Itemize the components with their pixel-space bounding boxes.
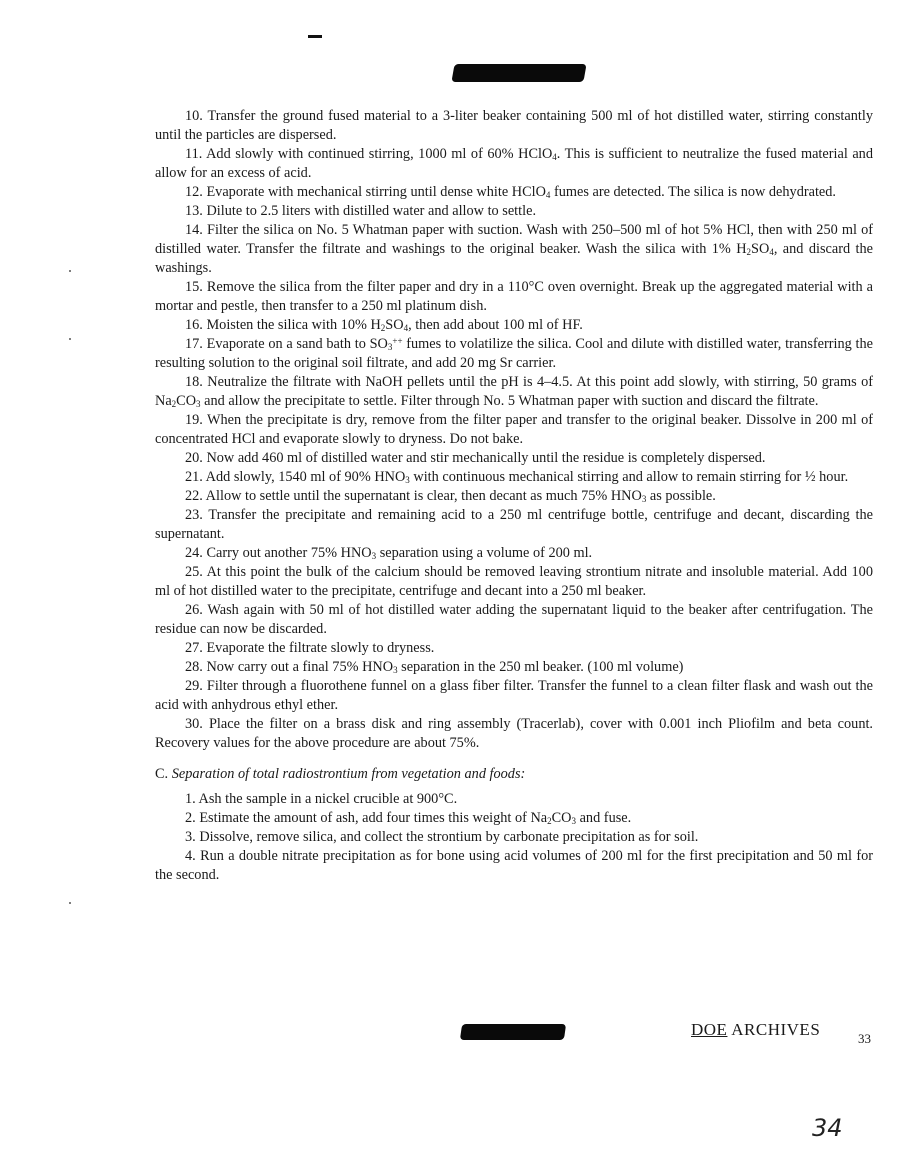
procedure-step	[155, 563, 873, 601]
stray-mark	[308, 35, 322, 38]
step-text: . This is sufficient to neutralize the fused material and allow for an excess of acid.	[155, 146, 873, 181]
step-text: Add slowly with continued stirring, 1000 ml of 60% HClO	[206, 146, 553, 162]
archive-stamp-label: ARCHIVES	[727, 1020, 821, 1039]
step-number: 10.	[185, 108, 203, 124]
step-text: Filter through a fluorothene funnel on a glass fiber filter. Transfer the funnel to a clean filter flask and wash out the acid with anhydrous ethyl ether.	[155, 678, 873, 713]
step-text: and allow the precipitate to settle. Filter through No. 5 Whatman paper with suction and discard the filtrate.	[200, 393, 819, 409]
procedure-step	[155, 202, 873, 221]
step-number: 28.	[185, 659, 203, 675]
procedure-step	[155, 145, 873, 183]
procedure-step	[155, 411, 873, 449]
step-text: Allow to settle until the supernatant is clear, then decant as much 75% HNO	[205, 488, 642, 504]
procedure-step	[155, 677, 873, 715]
subscript: 3	[371, 551, 377, 561]
subscript: 4	[769, 247, 774, 257]
step-text: SO	[751, 241, 770, 257]
page-number: 33	[858, 1031, 871, 1046]
step-text: Now add 460 ml of distilled water and stir mechanically until the residue is completely dispersed.	[206, 450, 766, 466]
procedure-step	[155, 468, 873, 487]
procedure-step	[155, 335, 873, 373]
step-text: Run a double nitrate precipitation as for bone using acid volumes of 200 ml for the first precipitation and 50 ml for the second.	[155, 848, 873, 883]
procedure-step	[155, 790, 873, 809]
step-number: 24.	[185, 545, 203, 561]
step-number: 16.	[185, 317, 203, 333]
step-text: Filter the silica on No. 5 Whatman paper with suction. Wash with 250–500 ml of hot 5% HCl, then with 250 ml of distilled water. Transfer the filtrate and washings to the original beaker. Wash the silica with 1% H	[155, 222, 873, 257]
step-text: Neutralize the filtrate with NaOH pellets until the pH is 4–4.5. At this point add slowly, with stirring, 50 grams of Na	[155, 374, 873, 409]
procedure-step	[155, 847, 873, 885]
step-text: Estimate the amount of ash, add four times this weight of Na	[199, 810, 548, 826]
step-number: 22.	[185, 488, 203, 504]
step-number: 26.	[185, 602, 203, 618]
archive-stamp-doe: DOE	[691, 1020, 728, 1039]
procedure-step	[155, 639, 873, 658]
step-number: 18.	[185, 374, 203, 390]
step-text: with continuous mechanical stirring and allow to remain stirring for ½ hour.	[409, 469, 849, 485]
step-number: 20.	[185, 450, 203, 466]
superscript: ++	[392, 336, 403, 346]
procedure-text	[155, 107, 873, 885]
procedure-step	[155, 544, 873, 563]
step-number: 2.	[185, 810, 196, 826]
procedure-step	[155, 316, 873, 335]
subscript: 4	[403, 323, 409, 333]
step-text: At this point the bulk of the calcium should be removed leaving strontium nitrate and insoluble material. Add 100 ml of hot distilled water to the precipitate, centrifuge and decant into a 250 ml beaker.	[155, 564, 873, 599]
step-text: Wash again with 50 ml of hot distilled water adding the supernatant liquid to the beaker after centrifugation. The residue can now be discarded.	[155, 602, 873, 637]
procedure-step	[155, 715, 873, 753]
procedure-step	[155, 183, 873, 202]
step-text: Ash the sample in a nickel crucible at 900°C.	[198, 791, 458, 807]
step-number: 12.	[185, 184, 203, 200]
procedure-step	[155, 658, 873, 677]
procedure-step	[155, 373, 873, 411]
step-text: SO	[385, 317, 404, 333]
step-text: as possible.	[646, 488, 716, 504]
procedure-step	[155, 107, 873, 145]
step-number: 19.	[185, 412, 203, 428]
step-number: 30.	[185, 716, 203, 732]
step-number: 4.	[185, 848, 196, 864]
section-letter: C.	[155, 766, 169, 782]
subscript: 3	[405, 475, 410, 485]
step-text: Carry out another 75% HNO	[206, 545, 372, 561]
subscript: 3	[641, 494, 647, 504]
step-text: , then add about 100 ml of HF.	[408, 317, 583, 333]
steps-list-b	[155, 107, 873, 753]
scan-speck	[69, 902, 71, 904]
step-text: Moisten the silica with 10% H	[206, 317, 381, 333]
handwritten-page-number: 34	[812, 1114, 843, 1142]
subscript: 3	[571, 816, 577, 826]
procedure-step	[155, 221, 873, 278]
archive-stamp	[691, 1020, 820, 1040]
redaction-bar-bottom	[460, 1024, 566, 1040]
step-number: 17.	[185, 336, 203, 352]
step-text: fumes to volatilize the silica. Cool and dilute with distilled water, transferring the resulting solution to the original soil filtrate, and add 20 mg Sr	[155, 336, 874, 371]
procedure-step	[155, 506, 873, 544]
step-number: 27.	[185, 640, 203, 656]
step-number: 29.	[185, 678, 203, 694]
procedure-step	[155, 809, 873, 828]
subscript: 3	[393, 665, 398, 675]
step-number: 3.	[185, 829, 196, 845]
subscript: 2	[171, 399, 177, 409]
step-text: fumes are detected. The silica is now dehydrated.	[550, 184, 836, 200]
step-number: 15.	[185, 279, 203, 295]
step-text: Transfer the precipitate and remaining acid to a 250 ml centrifuge bottle, centrifuge and decant, discarding the supernatant.	[155, 507, 873, 542]
subscript: 3	[196, 399, 201, 409]
subscript: 4	[545, 190, 551, 200]
redaction-bar-top	[451, 64, 586, 82]
step-text: Dissolve, remove silica, and collect the strontium by carbonate precipitation as for soil.	[199, 829, 699, 845]
step-text: CO	[551, 810, 572, 826]
step-number: 13.	[185, 203, 203, 219]
scan-speck	[69, 270, 71, 272]
step-number: 14.	[185, 222, 203, 238]
step-text: and fuse.	[576, 810, 632, 826]
step-text: Add slowly, 1540 ml of 90% HNO	[205, 469, 406, 485]
section-heading-c	[155, 765, 873, 784]
step-text: When the precipitate is dry, remove from the filter paper and transfer to the original beaker. Dissolve in 200 ml of concentrated HCl and evaporate slowly to dryness. Do not bake.	[155, 412, 873, 447]
step-text: CO	[176, 393, 197, 409]
step-text: Evaporate on a sand bath to SO	[206, 336, 388, 352]
subscript: 2	[746, 247, 752, 257]
steps-list-c	[155, 790, 873, 885]
procedure-step	[155, 487, 873, 506]
subscript: 2	[380, 323, 386, 333]
step-text: separation in the 250 ml beaker. (100 ml volume)	[397, 659, 684, 675]
step-number: 23.	[185, 507, 203, 523]
step-text: Remove the silica from the filter paper and dry in a 110°C oven overnight. Break up the aggregated material with a mortar and pestle, then transfer to a 250 ml platinum dish.	[155, 279, 873, 314]
subscript: 2	[547, 816, 552, 826]
step-number: 25.	[185, 564, 203, 580]
step-text: , and discard the washings.	[155, 241, 873, 276]
procedure-step	[155, 278, 873, 316]
step-text: Place the filter on a brass disk and ring assembly (Tracerlab), cover with 0.001 inch Pliofilm and beta count. Recovery values for the above procedure are about 75%.	[155, 716, 874, 751]
subscript: 4	[552, 152, 557, 162]
scan-speck	[69, 338, 71, 340]
step-text: Evaporate with mechanical stirring until dense white HClO	[206, 184, 546, 200]
step-number: 11.	[185, 146, 203, 162]
step-text: Dilute to 2.5 liters with distilled water and allow to settle.	[206, 203, 537, 219]
step-text: Now carry out a final 75% HNO	[206, 659, 394, 675]
procedure-step	[155, 828, 873, 847]
step-text: Transfer the ground fused material to a 3-liter beaker containing 500 ml of hot distilled water, stirring constantly until the particles are dispersed.	[155, 108, 873, 143]
step-number: 1.	[185, 791, 196, 807]
step-number: 21.	[185, 469, 203, 485]
procedure-step	[155, 601, 873, 639]
step-text: carrier.	[512, 355, 557, 371]
section-title: Separation of total radiostrontium from vegetation and foods:	[171, 766, 526, 782]
step-text: Evaporate the filtrate slowly to dryness.	[206, 640, 435, 656]
procedure-step	[155, 449, 873, 468]
subscript: 3	[387, 342, 393, 352]
step-text: separation using a volume of 200 ml.	[376, 545, 593, 561]
